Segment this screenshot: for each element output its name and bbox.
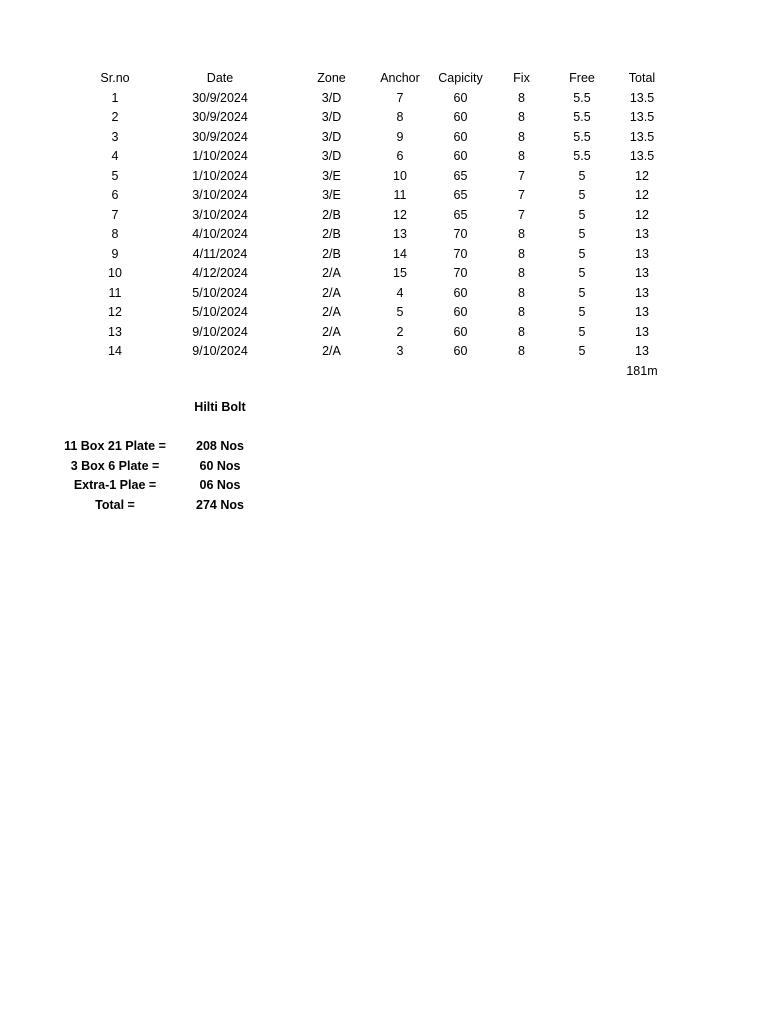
cell-sr-no: 2 (111, 110, 119, 124)
cell-anchor: 8 (396, 110, 404, 124)
hilti-summary (40, 437, 250, 515)
cell-sr-no: 11 (108, 285, 122, 300)
cell-total: 12 (635, 207, 649, 222)
cell-capicity: 60 (453, 110, 468, 124)
cell-free: 5 (578, 246, 586, 261)
cell-date: 30/9/2024 (192, 110, 248, 124)
cell-date: 9/10/2024 (192, 324, 248, 339)
header-total: Total (628, 71, 656, 85)
cell-sr-no: 9 (111, 246, 119, 261)
cell-capicity: 60 (453, 285, 468, 300)
table-row (83, 323, 672, 343)
cell-sr-no: 1 (111, 90, 119, 105)
cell-anchor: 14 (393, 246, 407, 261)
cell-anchor: 6 (396, 149, 404, 163)
table-row (83, 147, 672, 167)
cell-zone: 2/A (322, 266, 341, 280)
cell-zone: 2/B (322, 227, 341, 241)
cell-total: 13.5 (629, 129, 655, 144)
cell-fix: 7 (518, 188, 525, 202)
cell-free: 5 (578, 168, 586, 183)
cell-sr-no: 14 (108, 344, 122, 358)
cell-date: 30/9/2024 (192, 129, 248, 144)
hilti-item-label: 11 Box 21 Plate = (64, 439, 166, 453)
empty-cell (552, 362, 612, 382)
cell-fix: 8 (518, 246, 525, 261)
hilti-bolt-title: Hilti Bolt (194, 400, 246, 414)
cell-date: 1/10/2024 (192, 149, 248, 163)
cell-anchor: 3 (396, 344, 404, 358)
cell-fix: 8 (518, 266, 525, 280)
cell-free: 5 (578, 324, 586, 339)
cell-zone: 2/A (322, 324, 341, 339)
cell-fix: 8 (518, 110, 525, 124)
cell-fix: 8 (518, 227, 525, 241)
table-row (83, 284, 672, 304)
table-row (83, 225, 672, 245)
cell-free: 5.5 (573, 149, 591, 163)
cell-capicity: 60 (453, 129, 468, 144)
cell-fix: 8 (518, 324, 525, 339)
table-row (83, 89, 672, 109)
cell-sr-no: 7 (111, 207, 119, 222)
cell-fix: 8 (518, 149, 525, 163)
cell-anchor: 13 (393, 227, 407, 241)
hilti-summary-row (40, 457, 250, 477)
table-row (83, 108, 672, 128)
table-row (83, 342, 672, 362)
anchor-table-body (83, 69, 672, 381)
cell-anchor: 7 (396, 90, 404, 105)
cell-sr-no: 10 (108, 266, 122, 280)
cell-date: 4/11/2024 (192, 246, 248, 261)
cell-anchor: 11 (393, 188, 407, 202)
hilti-summary-row (40, 437, 250, 457)
cell-free: 5 (578, 207, 586, 222)
cell-total: 13 (635, 285, 649, 300)
cell-zone: 2/B (322, 207, 341, 222)
table-row (83, 245, 672, 265)
empty-cell (370, 362, 430, 382)
cell-total: 13 (635, 266, 649, 280)
cell-free: 5.5 (573, 90, 591, 105)
cell-date: 1/10/2024 (192, 168, 248, 183)
cell-capicity: 60 (453, 344, 468, 358)
cell-fix: 8 (518, 285, 525, 300)
empty-cell (147, 362, 293, 382)
hilti-item-label: 3 Box 6 Plate = (70, 458, 160, 473)
cell-zone: 3/D (321, 149, 342, 163)
cell-zone: 2/B (322, 246, 341, 261)
cell-date: 3/10/2024 (192, 207, 248, 222)
empty-cell (293, 362, 370, 382)
cell-fix: 7 (518, 207, 525, 222)
table-row (83, 128, 672, 148)
cell-total: 12 (635, 168, 649, 183)
cell-total: 13.5 (629, 90, 655, 105)
hilti-item-value: 274 Nos (196, 497, 244, 512)
empty-cell (430, 362, 491, 382)
cell-capicity: 60 (453, 324, 468, 339)
cell-total: 12 (635, 188, 649, 202)
cell-capicity: 65 (453, 168, 468, 183)
cell-zone: 3/E (322, 188, 341, 202)
header-anchor: Anchor (380, 71, 420, 85)
cell-sr-no: 3 (111, 129, 119, 144)
cell-capicity: 65 (453, 188, 468, 202)
grand-total: 181m (626, 363, 658, 378)
cell-total: 13 (635, 305, 649, 319)
table-header-row (83, 69, 672, 89)
hilti-summary-body (40, 437, 250, 515)
cell-anchor: 5 (396, 305, 404, 319)
cell-zone: 3/D (321, 90, 342, 105)
cell-zone: 3/D (321, 129, 342, 144)
cell-total: 13 (635, 344, 649, 358)
cell-sr-no: 6 (111, 188, 119, 202)
cell-sr-no: 12 (108, 305, 122, 319)
cell-free: 5 (578, 266, 586, 280)
cell-free: 5 (578, 344, 586, 358)
hilti-item-value: 60 Nos (199, 458, 241, 473)
header-sr-no: Sr.no (100, 71, 130, 85)
cell-date: 4/10/2024 (192, 227, 248, 241)
empty-cell (83, 362, 147, 382)
hilti-summary-row (40, 476, 250, 496)
cell-anchor: 10 (393, 168, 407, 183)
cell-capicity: 60 (453, 90, 468, 105)
cell-total: 13 (635, 324, 649, 339)
cell-date: 5/10/2024 (192, 285, 248, 300)
cell-free: 5 (578, 285, 586, 300)
hilti-item-label: Total = (95, 497, 135, 512)
cell-anchor: 12 (393, 207, 407, 222)
cell-free: 5.5 (573, 129, 591, 144)
cell-capicity: 60 (453, 305, 468, 319)
cell-date: 9/10/2024 (192, 344, 248, 358)
hilti-item-value: 06 Nos (199, 478, 241, 492)
cell-fix: 8 (518, 90, 525, 105)
empty-cell (491, 362, 552, 382)
header-date: Date (206, 71, 234, 85)
hilti-item-value: 208 Nos (196, 439, 244, 453)
cell-total: 13.5 (629, 110, 655, 124)
cell-anchor: 2 (396, 324, 404, 339)
table-row (83, 206, 672, 226)
cell-sr-no: 8 (111, 227, 119, 241)
cell-sr-no: 4 (111, 149, 119, 163)
cell-fix: 8 (518, 305, 525, 319)
cell-fix: 7 (518, 168, 525, 183)
cell-anchor: 9 (396, 129, 404, 144)
cell-total: 13 (635, 227, 649, 241)
cell-total: 13 (635, 246, 649, 261)
header-zone: Zone (317, 71, 346, 85)
cell-capicity: 60 (453, 149, 468, 163)
table-row (83, 167, 672, 187)
cell-free: 5 (578, 305, 586, 319)
cell-zone: 3/D (321, 110, 342, 124)
table-row (83, 264, 672, 284)
cell-capicity: 65 (453, 207, 468, 222)
cell-zone: 2/A (322, 305, 341, 319)
cell-zone: 3/E (322, 168, 341, 183)
cell-total: 13.5 (629, 149, 655, 163)
cell-fix: 8 (518, 344, 525, 358)
cell-date: 5/10/2024 (192, 305, 248, 319)
table-row (83, 303, 672, 323)
anchor-table (83, 69, 672, 381)
hilti-summary-row (40, 496, 250, 516)
cell-capicity: 70 (453, 266, 468, 280)
cell-free: 5 (578, 188, 586, 202)
cell-free: 5 (578, 227, 586, 241)
header-fix: Fix (513, 71, 530, 85)
cell-free: 5.5 (573, 110, 591, 124)
cell-fix: 8 (518, 129, 525, 144)
cell-sr-no: 5 (111, 168, 119, 183)
cell-date: 3/10/2024 (192, 188, 248, 202)
cell-anchor: 15 (393, 266, 407, 280)
cell-date: 4/12/2024 (192, 266, 248, 280)
header-capicity: Capicity (438, 71, 483, 85)
cell-capicity: 70 (453, 227, 468, 241)
cell-zone: 2/A (322, 285, 341, 300)
cell-anchor: 4 (396, 285, 404, 300)
cell-capicity: 70 (453, 246, 468, 261)
cell-zone: 2/A (322, 344, 341, 358)
hilti-item-label: Extra-1 Plae = (73, 478, 157, 492)
header-free: Free (569, 71, 595, 85)
table-row (83, 186, 672, 206)
cell-sr-no: 13 (108, 324, 122, 339)
cell-date: 30/9/2024 (192, 90, 248, 105)
grand-total-row (83, 362, 672, 382)
